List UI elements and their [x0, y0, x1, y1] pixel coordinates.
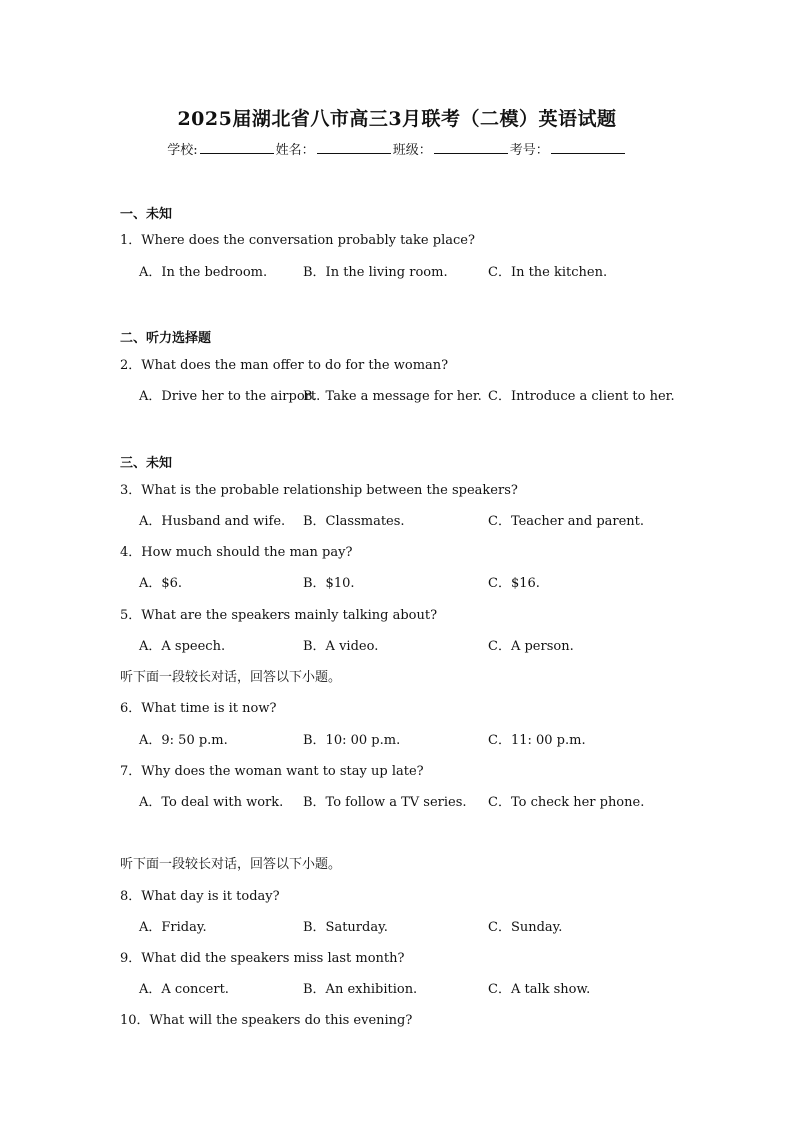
- option-a: A．Friday.: [139, 920, 207, 935]
- option-c: C．To check her phone.: [488, 795, 645, 810]
- question-2: [120, 354, 448, 373]
- page-title: 2025届湖北省八市高三3月联考（二模）英语试题: [177, 108, 617, 130]
- question-1: [120, 229, 475, 248]
- school-label: 学校:: [167, 143, 198, 158]
- section-heading: 二、听力选择题: [120, 331, 212, 346]
- question-number: 8．: [120, 889, 142, 904]
- question-3: [120, 479, 518, 498]
- question-text: What does the man offer to do for the woman?: [141, 358, 449, 373]
- question-text: What day is it today?: [141, 889, 280, 904]
- student-info-line: [0, 139, 794, 158]
- question-text: What time is it now?: [141, 701, 277, 716]
- option-a: A．In the bedroom.: [139, 265, 268, 280]
- option-c: C．A talk show.: [488, 982, 591, 997]
- question-text: Why does the woman want to stay up late?: [141, 764, 424, 779]
- question-text: What are the speakers mainly talking about?: [141, 608, 438, 623]
- option-b: B．To follow a TV series.: [303, 795, 467, 810]
- question-text: What did the speakers miss last month?: [141, 951, 405, 966]
- option-b: B．Classmates.: [303, 514, 405, 529]
- question-number: 3．: [120, 483, 142, 498]
- listening-instruction: 听下面一段较长对话，回答以下小题。: [120, 670, 342, 685]
- listening-instruction: 听下面一段较长对话，回答以下小题。: [120, 857, 342, 872]
- question-9: [120, 947, 405, 966]
- option-c: C．Sunday.: [488, 920, 563, 935]
- question-6: [120, 697, 276, 716]
- question-number: 5．: [120, 608, 142, 623]
- question-7: [120, 760, 424, 779]
- question-number: 7．: [120, 764, 142, 779]
- option-b: B．Saturday.: [303, 920, 388, 935]
- option-b: B．Take a message for her.: [303, 389, 482, 404]
- option-c: C．In the kitchen.: [488, 265, 608, 280]
- class-label: 班级：: [392, 143, 432, 158]
- question-number: 4．: [120, 545, 142, 560]
- option-b: B．10: 00 p.m.: [303, 733, 401, 748]
- name-label: 姓名：: [275, 143, 315, 158]
- question-number: 10．: [120, 1013, 150, 1028]
- option-a: A．Husband and wife.: [139, 514, 286, 529]
- question-text: How much should the man pay?: [141, 545, 353, 560]
- name-blank: [317, 141, 391, 154]
- option-a: A．A concert.: [139, 982, 229, 997]
- option-a: A．$6.: [139, 576, 183, 591]
- option-b: B．$10.: [303, 576, 355, 591]
- question-8: [120, 885, 280, 904]
- option-c: C．Teacher and parent.: [488, 514, 645, 529]
- section-heading: 一、未知: [120, 207, 173, 222]
- section-heading: 三、未知: [120, 456, 173, 471]
- school-blank: [200, 141, 274, 154]
- question-5: [120, 604, 437, 623]
- option-c: C．A person.: [488, 639, 574, 654]
- option-a: A．To deal with work.: [139, 795, 284, 810]
- option-c: C．11: 00 p.m.: [488, 733, 586, 748]
- option-b: B．An exhibition.: [303, 982, 418, 997]
- option-b: B．A video.: [303, 639, 379, 654]
- id-blank: [551, 141, 625, 154]
- question-number: 6．: [120, 701, 142, 716]
- option-a: A．9: 50 p.m.: [139, 733, 228, 748]
- question-number: 1．: [120, 233, 142, 248]
- question-10: [120, 1009, 412, 1028]
- question-text: Where does the conversation probably take place?: [141, 233, 475, 248]
- question-text: What is the probable relationship between the speakers?: [141, 483, 518, 498]
- question-number: 2．: [120, 358, 142, 373]
- option-a: A．A speech.: [139, 639, 226, 654]
- option-a: A．Drive her to the airport.: [139, 389, 321, 404]
- question-number: 9．: [120, 951, 142, 966]
- option-b: B．In the living room.: [303, 265, 448, 280]
- question-text: What will the speakers do this evening?: [149, 1013, 413, 1028]
- class-blank: [434, 141, 508, 154]
- question-4: [120, 541, 352, 560]
- option-c: C．Introduce a client to her.: [488, 389, 675, 404]
- option-c: C．$16.: [488, 576, 540, 591]
- id-label: 考号：: [509, 143, 549, 158]
